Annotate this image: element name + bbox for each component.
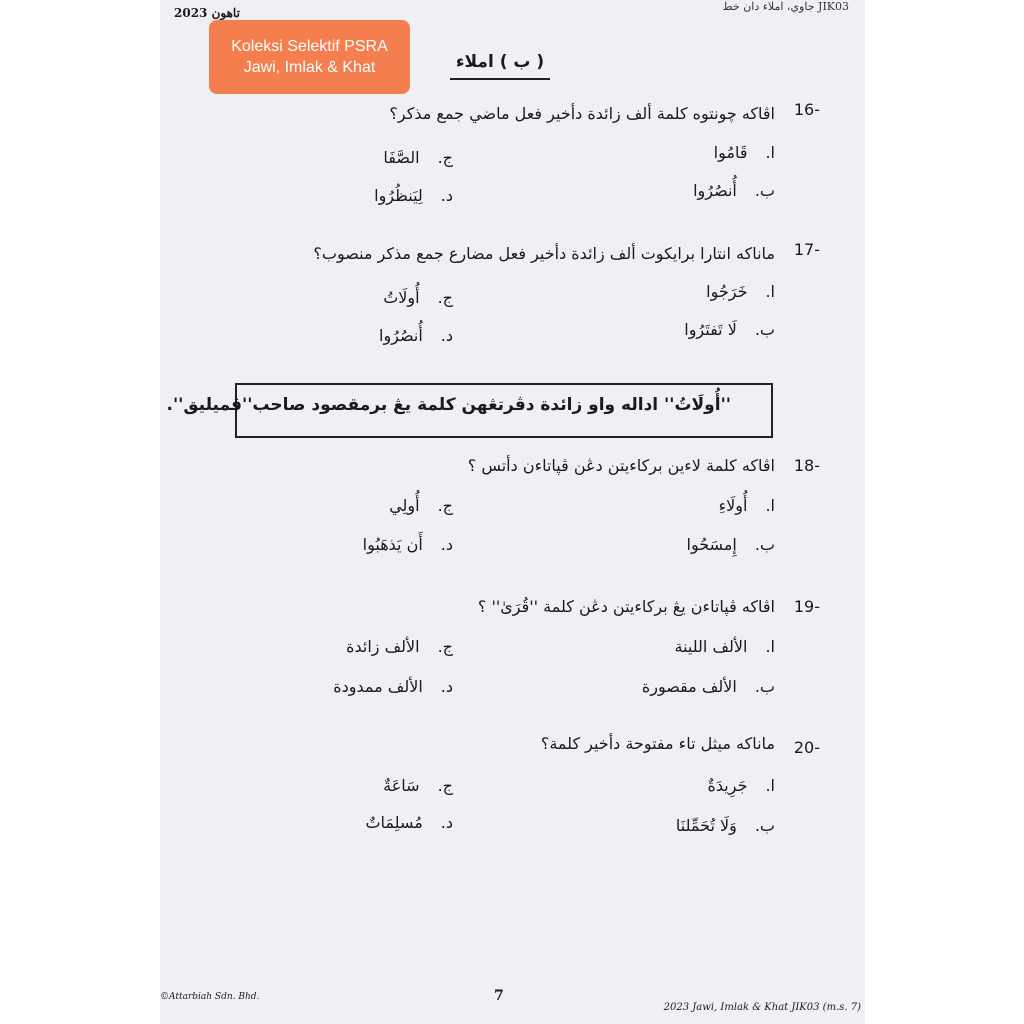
question-20-option-c[interactable]: ج.سَاعَةٌ bbox=[383, 776, 453, 795]
question-16-option-d[interactable]: د.لِيَنظُرُوا bbox=[374, 186, 453, 205]
question-18-text: اڤاكه كلمة لاءين بركاءيتن دڠن ڤپاتاءن دأتس ؟ bbox=[467, 456, 775, 475]
header-year: تاهون 2023 bbox=[174, 6, 240, 20]
question-20-option-b[interactable]: ب.وَلَا تُحَمِّلنَا bbox=[675, 816, 775, 835]
question-16-option-c[interactable]: ج.الصَّفَا bbox=[383, 148, 453, 167]
note-box: ''أُولَاتُ'' اداله واو زائدة دڤرتڠهن كلمة يڠ برمقصود صاحب''ڤميليق''. bbox=[235, 383, 773, 438]
question-18-option-d[interactable]: د.أَن يَذهَبُوا bbox=[362, 535, 453, 554]
section-title: ( ب ) املاء bbox=[450, 52, 550, 72]
question-18-option-a[interactable]: ا.أُولَاءِ bbox=[718, 496, 775, 515]
question-17-option-a[interactable]: ا.خَرَجُوا bbox=[706, 282, 775, 301]
question-19-option-d[interactable]: د.الألف ممدودة bbox=[333, 677, 453, 696]
question-19-option-c[interactable]: ج.الألف زائدة bbox=[346, 637, 453, 656]
collection-badge bbox=[209, 20, 410, 94]
exam-page bbox=[160, 0, 865, 1024]
question-17-number: 17- bbox=[793, 240, 820, 259]
question-18-option-b[interactable]: ب.إِمسَحُوا bbox=[686, 535, 775, 554]
question-17-option-c[interactable]: ج.أُولَاتُ bbox=[383, 288, 453, 307]
badge-line-2: Jawi, Imlak & Khat bbox=[243, 59, 376, 76]
question-17-option-d[interactable]: د.أُنصُرُوا bbox=[379, 326, 453, 345]
question-16-option-b[interactable]: ب.أُنصُرُوا bbox=[693, 181, 775, 200]
question-17-text: ماناكه انتارا برايكوت ألف زائدة دأخير فعل مضارع جمع مذكر منصوب؟ bbox=[313, 244, 775, 263]
question-16-option-a[interactable]: ا.قَامُوا bbox=[713, 143, 775, 162]
question-19-option-a[interactable]: ا.الألف اللينة bbox=[674, 637, 775, 656]
question-16-number: 16- bbox=[793, 100, 820, 119]
footer-exam-code: 2023 Jawi, Imlak & Khat JIK03 (m.s. 7) bbox=[663, 1002, 861, 1013]
question-17-option-b[interactable]: ب.لَا تَفتَرُوا bbox=[684, 320, 775, 339]
question-20-option-d[interactable]: د.مُسلِمَاتٌ bbox=[365, 813, 453, 832]
badge-line-1: Koleksi Selektif PSRA bbox=[231, 38, 388, 55]
header-subject: جاوي، املاء دان خط JIK03 bbox=[722, 0, 849, 13]
question-16-text: اڤاكه چونتوه كلمة ألف زائدة دأخير فعل ماضي جمع مذكر؟ bbox=[389, 104, 775, 123]
question-19-number: 19- bbox=[793, 597, 820, 616]
footer-page-number: 7 bbox=[494, 988, 504, 1004]
question-20-number: 20- bbox=[793, 738, 820, 757]
question-19-text: اڤاكه ڤپاتاءن يڠ بركاءيتن دڠن كلمة ''قُرَىٰ'' ؟ bbox=[477, 597, 775, 616]
question-18-number: 18- bbox=[793, 456, 820, 475]
question-19-option-b[interactable]: ب.الألف مقصورة bbox=[641, 677, 775, 696]
footer-publisher: ©Attarbiah Sdn. Bhd. bbox=[160, 992, 260, 1002]
question-18-option-c[interactable]: ج.أُولِي bbox=[389, 496, 453, 515]
question-20-text: ماناكه ميثل تاء مفتوحة دأخير كلمة؟ bbox=[540, 734, 775, 753]
question-20-option-a[interactable]: ا.جَرِيدَةٌ bbox=[707, 776, 775, 795]
